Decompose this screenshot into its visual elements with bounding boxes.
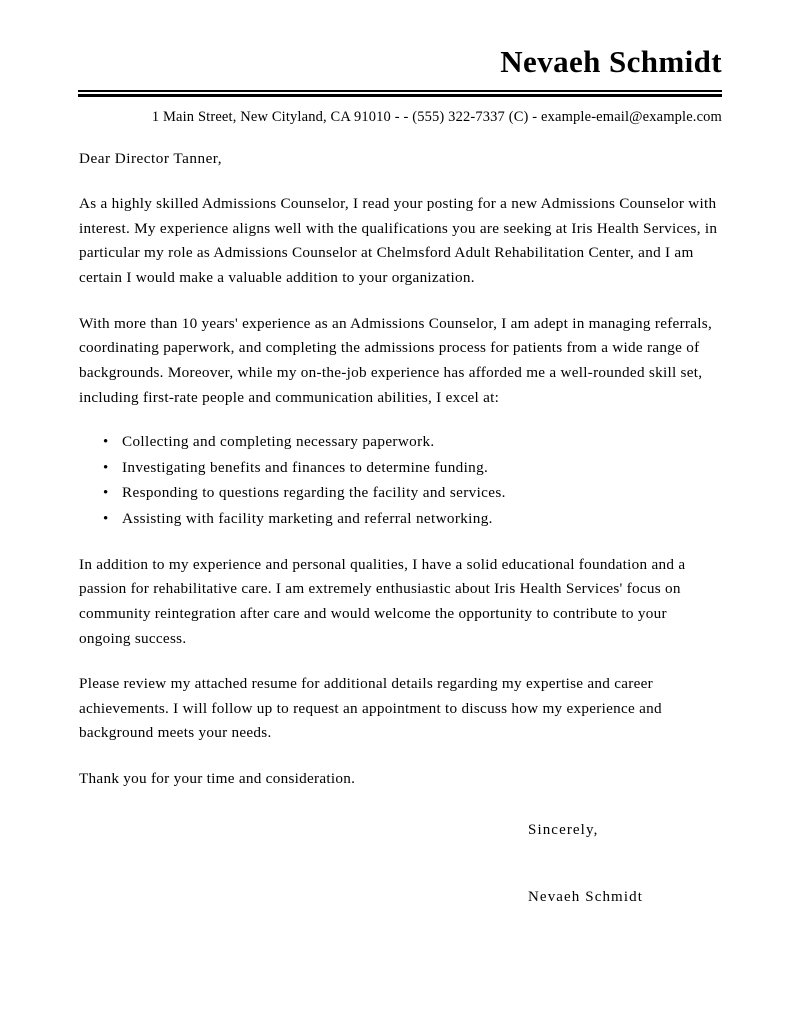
- letterhead: [0, 0, 800, 126]
- bullet-icon: •: [103, 511, 109, 528]
- list-item: [79, 481, 720, 506]
- list-item: [79, 430, 720, 455]
- bullet-icon: •: [103, 459, 109, 476]
- divider-line-thick: [78, 94, 722, 97]
- salutation: Dear Director Tanner,: [79, 149, 223, 167]
- body-paragraph-2: With more than 10 years' experience as an Admissions Counselor, I am adept in managing referrals, coordinating paperwork, and completing the admissions process for patients from a wide range of backgrounds. Moreover, while my on-the-job experience has afforded me a well-rounded skill set, including first-rate people and communication abilities, I excel at:: [79, 314, 713, 406]
- list-item-label: Assisting with facility marketing and referral networking.: [122, 510, 493, 528]
- list-item-label: Collecting and completing necessary paperwork.: [122, 433, 435, 451]
- header-divider: [78, 90, 722, 97]
- bullet-icon: •: [103, 485, 109, 502]
- skills-list: [79, 430, 720, 532]
- page-title: Nevaeh Schmidt: [500, 44, 722, 79]
- list-item-label: Investigating benefits and finances to determine funding.: [122, 458, 489, 476]
- closing-paragraph-1: In addition to my experience and personal qualities, I have a solid educational foundation and a passion for rehabilitative care. I am extremely enthusiastic about Iris Health Services' focus on community reintegration after care and would welcome the opportunity to contribute to your ongoing success.: [79, 555, 686, 647]
- list-item: [79, 456, 720, 481]
- list-item-label: Responding to questions regarding the facility and services.: [122, 484, 506, 502]
- closing-paragraph-3: Thank you for your time and consideration.: [79, 770, 356, 788]
- signature-name: Nevaeh Schmidt: [528, 889, 643, 905]
- list-item: [79, 507, 720, 532]
- bullet-icon: •: [103, 434, 109, 451]
- closing-paragraph-2: Please review my attached resume for additional details regarding my expertise and career achievements. I will follow up to request an appointment to discuss how my experience and background meets your needs.: [79, 675, 662, 742]
- body-paragraph-1: As a highly skilled Admissions Counselor, I read your posting for a new Admissions Counselor with interest. My experience aligns well with the qualifications you are seeking at Iris Health Services, in particular my role as Admissions Counselor at Chelmsford Adult Rehabilitation Center, and I am certain I would make a valuable addition to your organization.: [79, 195, 718, 287]
- signature-block: [79, 818, 720, 910]
- contact-info: 1 Main Street, New Cityland, CA 91010 - - (555) 322-7337 (C) - example-email@example.com: [151, 108, 722, 125]
- closing-salutation: Sincerely,: [528, 821, 599, 838]
- letter-body: [0, 147, 800, 910]
